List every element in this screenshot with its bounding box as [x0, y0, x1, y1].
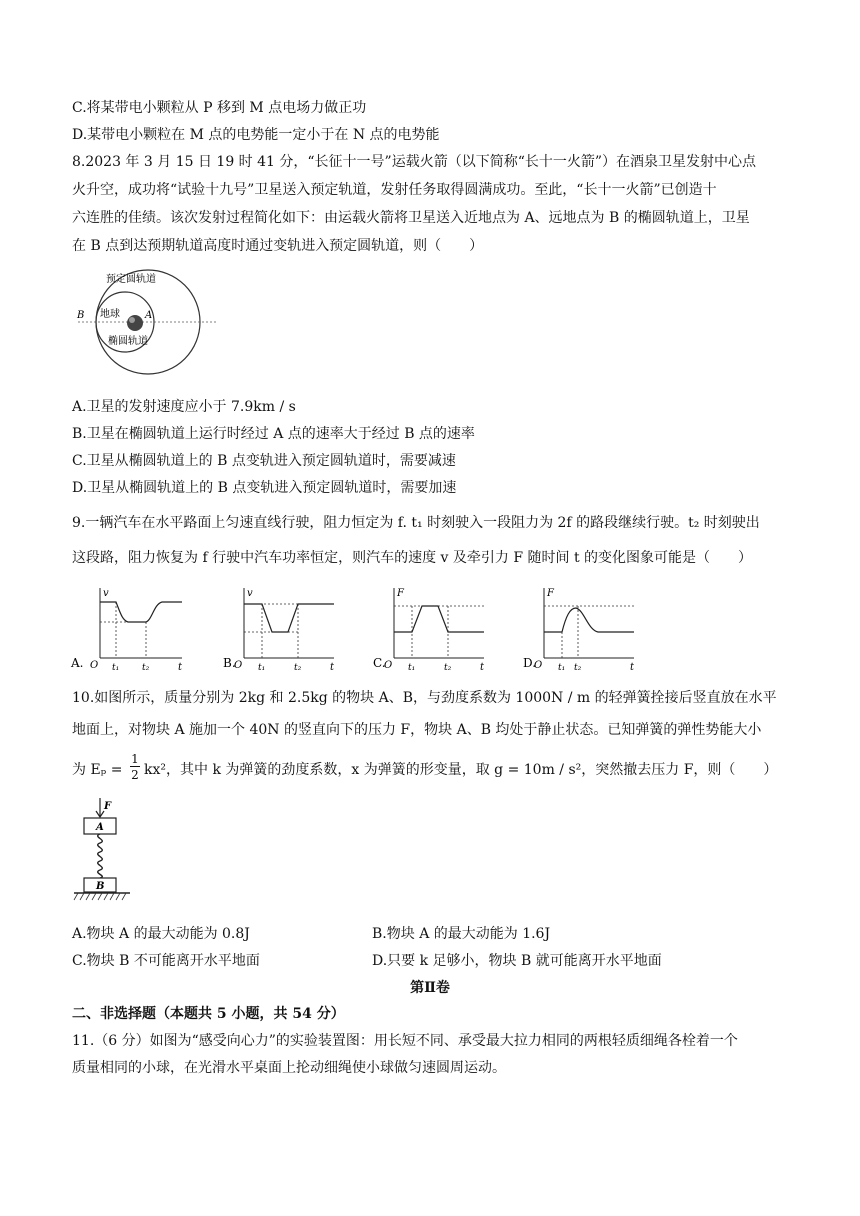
point-b-label: B: [77, 310, 85, 321]
q7-option-c: C.将某带电小颗粒从 P 移到 M 点电场力做正功: [72, 100, 367, 116]
graph-b-letter: B.: [223, 656, 236, 670]
section-two-heading: 二、非选择题（本题共 5 小题，共 54 分）: [72, 1006, 345, 1022]
svg-text:t₁: t₁: [258, 663, 266, 672]
svg-text:t₂: t₂: [142, 663, 150, 672]
fraction-denominator: 2: [131, 768, 139, 782]
earth-icon: [127, 315, 143, 331]
svg-text:t: t: [178, 662, 183, 672]
earth-label: 地球: [100, 309, 120, 320]
q10-option-c: C.物块 B 不可能离开水平地面: [72, 953, 260, 969]
q10-option-b: B.物块 A 的最大动能为 1.6J: [372, 926, 551, 942]
q9-stem-line-1: 9.一辆汽车在水平路面上匀速直线行驶，阻力恒定为 f. t₁ 时刻驶入一段阻力为 2f 的路段继续行驶。t₂ 时刻驶出: [72, 515, 760, 531]
svg-text:t₂: t₂: [294, 663, 302, 672]
svg-text:F: F: [104, 801, 112, 812]
svg-text:t₁: t₁: [558, 663, 566, 672]
q10-stem-line-2: 地面上，对物块 A 施加一个 40N 的竖直向下的压力 F，物块 A、B 均处于静止状态。已知弹簧的弹性势能大小: [72, 722, 762, 738]
q8-stem-line-3: 六连胜的佳绩。该次发射过程简化如下：由运载火箭将卫星送入近地点为 A、远地点为 B 的椭圆轨道上，卫星: [72, 210, 750, 226]
q8-stem-line-4: 在 B 点到达预期轨道高度时通过变轨进入预定圆轨道，则（ ）: [72, 238, 484, 254]
q10-option-d: D.只要 k 足够小，物块 B 就可能离开水平地面: [372, 953, 662, 969]
fraction-numerator: 1: [131, 752, 139, 766]
svg-text:F: F: [547, 588, 554, 599]
ellipse-orbit-label: 椭圆轨道: [108, 336, 148, 347]
energy-formula-prefix: 为 Eₚ =: [72, 762, 123, 778]
q11-stem-line-2: 质量相同的小球，在光滑水平桌面上抡动细绳使小球做匀速圆周运动。: [72, 1060, 506, 1076]
svg-text:t₂: t₂: [444, 663, 452, 672]
svg-text:A: A: [96, 822, 104, 833]
q9-graph-d: [522, 582, 642, 672]
svg-text:t: t: [480, 662, 485, 672]
graph-a-letter: A.: [71, 656, 84, 670]
q8-option-c: C.卫星从椭圆轨道上的 B 点变轨进入预定圆轨道时，需要减速: [72, 453, 456, 469]
spring: [98, 834, 103, 878]
circle-orbit-label: 预定圆轨道: [106, 274, 156, 285]
q8-option-d: D.卫星从椭圆轨道上的 B 点变轨进入预定圆轨道时，需要加速: [72, 480, 457, 496]
svg-text:v: v: [247, 588, 253, 599]
q9-graph-c: [372, 582, 492, 672]
q8-option-b: B.卫星在椭圆轨道上运行时经过 A 点的速率大于经过 B 点的速率: [72, 426, 475, 442]
q10-option-a: A.物块 A 的最大动能为 0.8J: [72, 926, 250, 942]
q10-stem-line-1: 10.如图所示，质量分别为 2kg 和 2.5kg 的物块 A、B，与劲度系数为 1000N / m 的轻弹簧拴接后竖直放在水平: [72, 690, 777, 706]
q9-graph-a: [70, 582, 190, 672]
q11-stem-line-1: 11.（6 分）如图为“感受向心力”的实验装置图：用长短不同、承受最大拉力相同的两根轻质细绳各栓着一个: [72, 1033, 738, 1049]
q7-option-d: D.某带电小颗粒在 M 点的电势能一定小于在 N 点的电势能: [72, 127, 440, 143]
svg-text:O: O: [234, 660, 243, 671]
svg-text:O: O: [534, 660, 543, 671]
energy-formula-rest: kx²，其中 k 为弹簧的劲度系数，x 为弹簧的形变量，取 g = 10m / s²，突然撤去压力 F，则（ ）: [144, 762, 778, 778]
point-a-label: A: [145, 310, 153, 321]
svg-text:v: v: [103, 588, 109, 599]
svg-text:t₂: t₂: [574, 663, 582, 672]
q8-orbit-figure: [70, 260, 220, 380]
svg-text:O: O: [384, 660, 393, 671]
q9-graph-b: [222, 582, 342, 672]
svg-text:t₁: t₁: [112, 663, 120, 672]
svg-text:t: t: [330, 662, 335, 672]
svg-text:B: B: [96, 881, 105, 892]
q8-stem-line-1: 8.2023 年 3 月 15 日 19 时 41 分，“长征十一号”运载火箭（以下简称“长十一火箭”）在酒泉卫星发射中心点: [72, 154, 757, 170]
graph-d-letter: D.: [523, 656, 537, 670]
part-two-title: 第Ⅱ卷: [410, 980, 450, 996]
q8-option-a: A.卫星的发射速度应小于 7.9km / s: [72, 399, 296, 415]
svg-text:O: O: [90, 660, 99, 671]
q8-stem-line-2: 火升空，成功将“试验十九号”卫星送入预定轨道，发射任务取得圆满成功。至此，“长十一火箭”已创造十: [72, 182, 717, 198]
graph-c-letter: C.: [373, 656, 386, 670]
q9-stem-line-2: 这段路，阻力恢复为 f 行驶中汽车功率恒定，则汽车的速度 v 及牵引力 F 随时间 t 的变化图象可能是（ ）: [72, 550, 753, 566]
svg-text:t: t: [630, 662, 635, 672]
svg-text:t₁: t₁: [408, 663, 416, 672]
q10-spring-figure: [70, 794, 140, 906]
svg-text:F: F: [397, 588, 404, 599]
